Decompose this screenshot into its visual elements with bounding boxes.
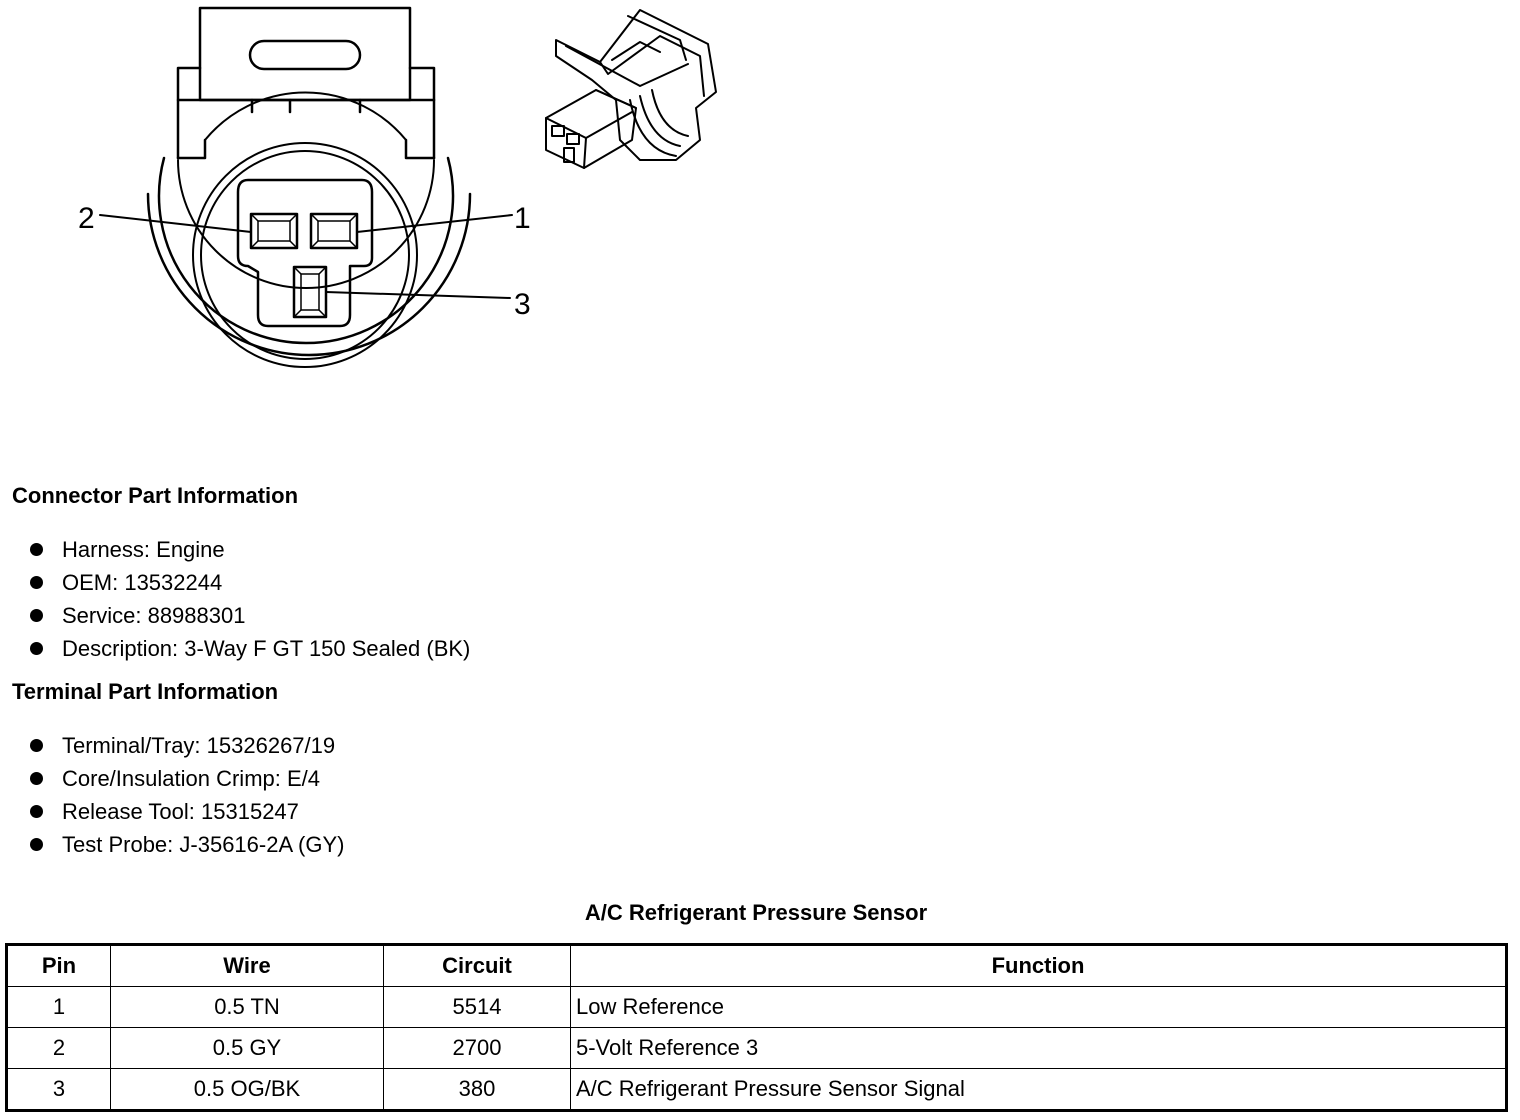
column-header-circuit: Circuit [384,945,571,987]
cell-function: Low Reference [571,987,1507,1028]
pin-table-title: A/C Refrigerant Pressure Sensor [584,900,928,925]
bullet-icon [30,576,43,589]
cell-pin: 2 [7,1028,111,1069]
list-item: Description: 3-Way F GT 150 Sealed (BK) [30,632,470,665]
pin-table [5,943,1508,1112]
terminal-part-information-list [30,729,344,861]
cell-wire: 0.5 GY [111,1028,384,1069]
bullet-icon [30,805,43,818]
pin-1-callout: 1 [514,202,531,235]
column-header-function: Function [571,945,1507,987]
table-row [7,1028,1507,1069]
cell-circuit: 2700 [384,1028,571,1069]
pin-3-callout: 3 [514,288,531,321]
list-item: Test Probe: J-35616-2A (GY) [30,828,344,861]
bullet-icon [30,739,43,752]
connector-latch [178,8,434,158]
list-item: Core/Insulation Crimp: E/4 [30,762,344,795]
cell-pin: 3 [7,1069,111,1111]
bullet-icon [30,642,43,655]
cell-function: A/C Refrigerant Pressure Sensor Signal [571,1069,1507,1111]
pin-1-leader [357,215,512,232]
cell-pin: 1 [7,987,111,1028]
pin-1-cavity [311,214,357,248]
connector-diagram [0,0,760,440]
list-item: Harness: Engine [30,533,470,566]
cell-wire: 0.5 OG/BK [111,1069,384,1111]
list-item: OEM: 13532244 [30,566,470,599]
pin-2-cavity [251,214,297,248]
table-header-row [7,945,1507,987]
bullet-icon [30,838,43,851]
pin-2-callout: 2 [78,202,95,235]
list-item: Release Tool: 15315247 [30,795,344,828]
table-row [7,1069,1507,1111]
connector-part-information-heading: Connector Part Information [12,483,299,508]
cell-function: 5-Volt Reference 3 [571,1028,1507,1069]
cell-circuit: 5514 [384,987,571,1028]
column-header-wire: Wire [111,945,384,987]
cell-wire: 0.5 TN [111,987,384,1028]
list-item: Terminal/Tray: 15326267/19 [30,729,344,762]
bullet-icon [30,543,43,556]
bullet-icon [30,772,43,785]
pin-3-cavity [294,267,326,317]
terminal-part-information-heading: Terminal Part Information [12,679,279,704]
table-row [7,987,1507,1028]
connector-part-information-list [30,533,470,665]
pin-2-leader [100,215,251,232]
list-item: Service: 88988301 [30,599,470,632]
bullet-icon [30,609,43,622]
column-header-pin: Pin [7,945,111,987]
connector-isometric-view [546,10,716,168]
cell-circuit: 380 [384,1069,571,1111]
